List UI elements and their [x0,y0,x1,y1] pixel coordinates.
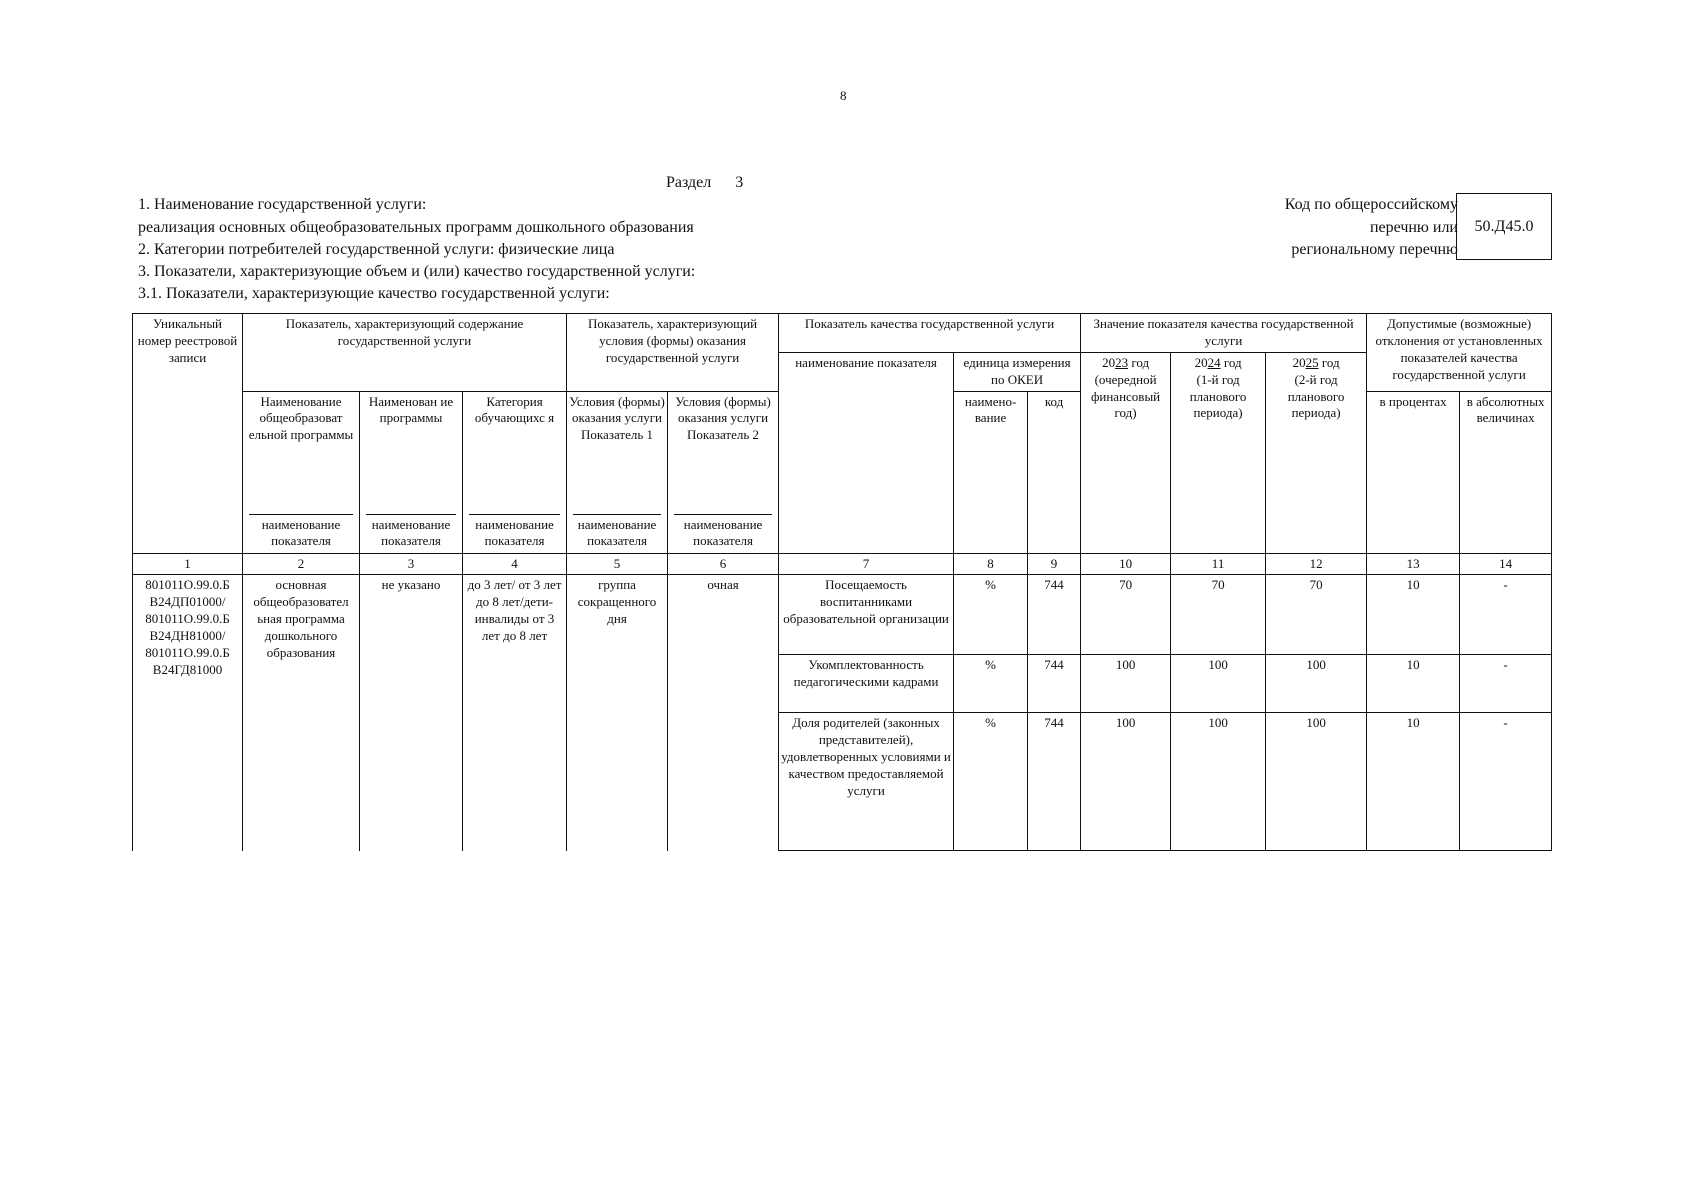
indicator-code: 744 [1028,575,1081,655]
code-label-line-2: перечню или [1369,219,1458,236]
conditions-group-header: Показатель, характеризующий условия (формы) оказания государственной услуги [567,314,779,392]
indicator-deviation-absolute: - [1460,575,1552,655]
condition-2-cell: очная [668,575,779,851]
unit-code-header: код [1028,391,1081,553]
condition-1-cell: группа сокращенного дня [567,575,668,851]
quality-group-header: Показатель качества государственной услуги [779,314,1081,353]
quality-indicators-table [132,313,1552,851]
year-2-value: 24 [1207,354,1221,370]
indicator-value-1: 100 [1081,713,1171,851]
indicator-deviation-percent: 10 [1367,713,1460,851]
category-cell: до 3 лет/ от 3 лет до 8 лет/дети-инвалиды от 3 лет до 8 лет [463,575,567,851]
quality-indicators-heading: 3.1. Показатели, характеризующие качество государственной услуги: [138,285,610,302]
year-1-desc: (очередной финансовый год) [1090,371,1161,421]
values-group-header: Значение показателя качества государственной услуги [1081,314,1367,353]
year-2-header: 2024 год (1-й год планового периода) [1171,352,1266,553]
indicator-deviation-percent: 10 [1367,655,1460,713]
indicator-name: Доля родителей (законных представителей), удовлетворенных условиями и качеством предоставляемой услуги [779,713,954,851]
year-3-value: 25 [1305,354,1319,370]
condition-col-1: Условия (формы) оказания услуги Показатель 1 наименование показателя [567,391,668,553]
indicator-value-3: 100 [1266,655,1367,713]
indicator-deviation-absolute: - [1460,655,1552,713]
content-col-program: Наименование общеобразоват ельной программы наименование показателя [243,391,360,553]
deviation-absolute-header: в абсолютных величинах [1460,391,1552,553]
condition-col-2: Условия (формы) оказания услуги Показатель 2 наименование показателя [668,391,779,553]
year-2-desc: (1-й год планового периода) [1189,371,1247,421]
indicator-name: Посещаемость воспитанниками образовательной организации [779,575,954,655]
indicator-value-2: 70 [1171,575,1266,655]
code-label-line-1: Код по общероссийскому [1284,196,1458,213]
year-3-desc: (2-й год планового периода) [1287,371,1345,421]
header-row-1 [133,314,1552,353]
indicator-code: 744 [1028,713,1081,851]
year-1-header: 2023 год (очередной финансовый год) [1081,352,1171,553]
indicator-code: 744 [1028,655,1081,713]
section-number: 3 [735,174,744,191]
code-label-line-3: региональному перечню [1291,241,1458,258]
registry-header: Уникальный номер реестровой записи [133,314,243,554]
registry-code-box: 50.Д45.0 [1456,193,1552,260]
indicator-value-1: 70 [1081,575,1171,655]
service-name-value: реализация основных общеобразовательных программ дошкольного образования [138,219,694,236]
program-name-cell: не указано [360,575,463,851]
indicator-unit: % [954,655,1028,713]
indicator-value-1: 100 [1081,655,1171,713]
indicator-deviation-percent: 10 [1367,575,1460,655]
section-label: Раздел [666,174,712,191]
indicator-name-header: наименование показателя [779,352,954,553]
content-col-program-name: Наименован ие программы наименование показателя [360,391,463,553]
registry-numbers: 801011О.99.0.Б В24ДП01000/ 801011О.99.0.Б В24ДН81000/ 801011О.99.0.Б В24ГД81000 [133,575,243,851]
indicator-unit: % [954,575,1028,655]
content-col-category: Категория обучающихс я наименование показателя [463,391,567,553]
indicators-heading: 3. Показатели, характеризующие объем и (или) качество государственной услуги: [138,263,696,280]
column-numbers-row: 1 2 3 4 5 6 7 8 9 10 11 12 13 14 [133,553,1552,575]
indicator-unit: % [954,713,1028,851]
deviations-group-header: Допустимые (возможные) отклонения от установленных показателей качества государственной услуги [1367,314,1552,392]
section-heading [666,174,743,192]
program-cell: основная общеобразовател ьная программа дошкольного образования [243,575,360,851]
indicator-deviation-absolute: - [1460,713,1552,851]
indicator-value-2: 100 [1171,655,1266,713]
content-group-header: Показатель, характеризующий содержание государственной услуги [243,314,567,392]
year-3-header: 2025 год (2-й год планового периода) [1266,352,1367,553]
table-row [133,575,1552,655]
unit-name-header: наимено-вание [954,391,1028,553]
page-number: 8 [840,88,847,103]
indicator-name: Укомплектованность педагогическими кадрами [779,655,954,713]
indicator-value-3: 100 [1266,713,1367,851]
deviation-percent-header: в процентах [1367,391,1460,553]
service-name-label: 1. Наименование государственной услуги: [138,196,427,213]
unit-header: единица измерения по ОКЕИ [954,352,1081,391]
year-1-value: 23 [1115,354,1129,370]
indicator-value-3: 70 [1266,575,1367,655]
indicator-value-2: 100 [1171,713,1266,851]
consumer-category: 2. Категории потребителей государственной услуги: физические лица [138,241,615,258]
